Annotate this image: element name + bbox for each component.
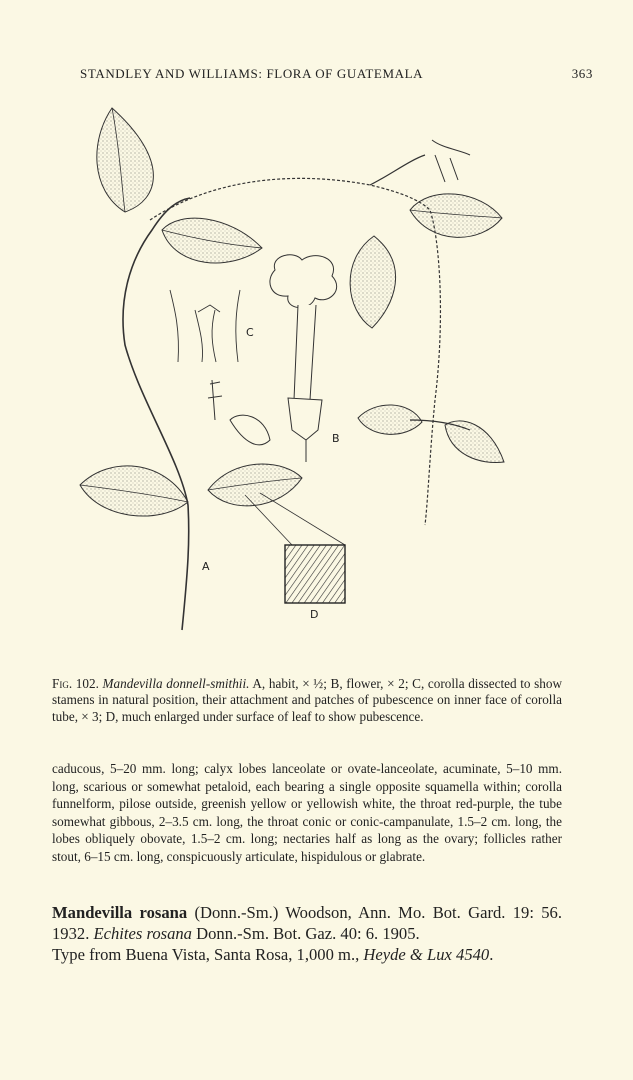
type-locality [52,944,562,965]
figure-number: Fig. 102. [52,676,99,691]
type-end: . [489,945,494,964]
illustration-svg [70,100,540,640]
species-name: Mandevilla rosana [52,903,188,922]
leaf-lower-mid [208,464,302,506]
page-number: 363 [571,66,593,81]
label-d: D [310,608,319,621]
leaf-right-lower-1 [358,405,422,434]
species-entry [52,902,562,965]
label-c: C [246,326,254,339]
flower-b-tube [294,305,316,400]
leaf-lower-left [80,466,188,516]
type-collectors: Heyde & Lux 4540 [363,945,490,964]
caption-text: A, habit, × ½; B, flower, × 2; C, corolla dissected to show stamens in natural position, their attachment and patches of pubescence on inner face of corolla tube, × 3; D, much enlarged under surface of leaf to show pubescence. [52,676,562,724]
leaf-right-top [410,194,502,238]
flower-b-calyx [288,398,322,440]
species-authority: (Donn.-Sm.) Woodson, Ann. Mo. Bot. Gard. 19: 56. 1932. [52,903,562,943]
dissected-corolla-c [170,290,240,362]
leaf-detail-d [245,493,345,603]
synonym-name: Echites rosana [93,924,192,943]
leaf-top-left [97,108,154,212]
label-a: A [202,560,210,573]
leaf-right-lower-2 [445,421,504,463]
botanical-illustration [70,100,540,640]
running-head: STANDLEY AND WILLIAMS: FLORA OF GUATEMALA [80,66,424,81]
label-b: B [332,432,340,445]
running-header [40,66,593,88]
synonym-citation: Donn.-Sm. Bot. Gaz. 40: 6. 1905. [191,924,420,943]
description-paragraph: caducous, 5–20 mm. long; calyx lobes lanceolate or ovate-lanceolate, acuminate, 5–10 mm. long, scarious or somewhat petaloid, each bearing a single opposite squamella within; corolla funnelform, pilose outside, greenish yellow or yellowish white, the throat red-purple, the tube somewhat gibbous, 2–3.5 cm. long, the throat conic or conic-campanulate, 1.5–2 cm. long, the lobes obliquely obovate, 1.5–2 cm. long; nectaries half as long as the ovary; follicles rather stout, 6–15 cm. long, conspicuously articulate, hispidulous or glabrate. [52,761,562,864]
main-stem [123,198,190,630]
leaf-right-hanging [350,236,395,328]
type-text: Type from Buena Vista, Santa Rosa, 1,000 m., [52,945,364,964]
figure-caption [52,676,562,725]
leaf-upper-mid [162,218,262,263]
caption-species: Mandevilla donnell-smithii. [102,676,250,691]
flower-b-limb [270,255,337,308]
